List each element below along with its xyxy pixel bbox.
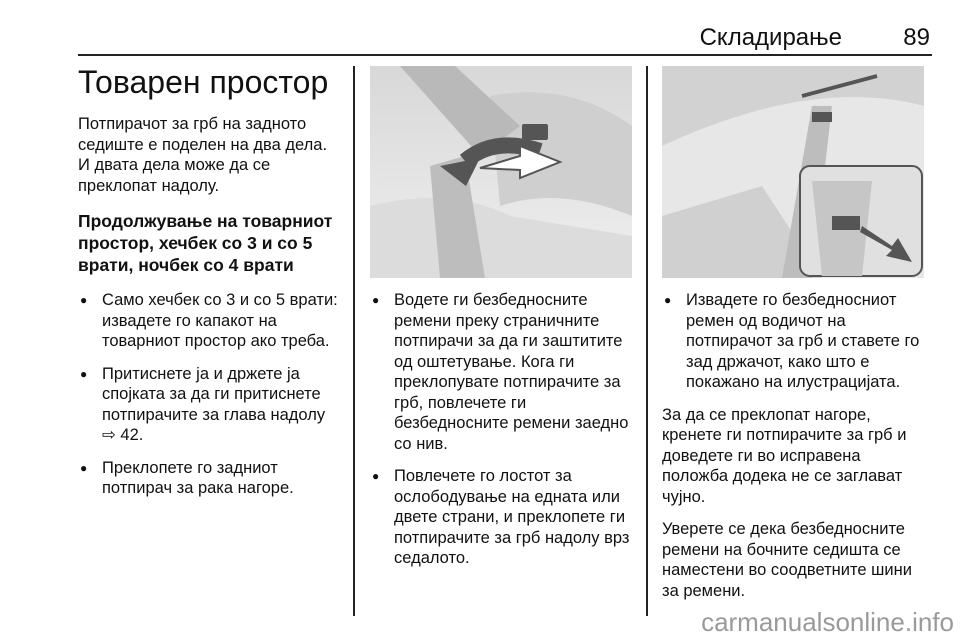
seatbelt-illustration-svg [370, 66, 632, 278]
watermark: carmanualsonline.info [701, 607, 954, 637]
running-header-title: Складирање [699, 24, 842, 51]
illustration-seatbelt-guide [370, 66, 632, 278]
illustration-seatbelt-holder [662, 66, 924, 278]
column-divider [646, 66, 648, 616]
section-heading: Товарен простор [78, 64, 329, 100]
list-item: ● Повлечете го лостот за ослободување на едната или двете страни, и преклопете ги потпирачите за грб надолу врз седалото. [370, 466, 634, 569]
paragraph: Уверете се дека безбедносните ремени на бочните седишта се наместени во соодветните шини за ремени. [662, 520, 912, 600]
intro-paragraph: Потпирачот за грб на задното седиште е поделен на два дела. И двата дела може да се преклопат надолу. [78, 115, 328, 195]
list-item: ● Притиснете ја и држете ја спојката за да ги притиснете потпирачите за глава надолу ⇨ 42. [78, 364, 340, 446]
subsection-heading: Продолжување на товарниот простор, хечбек со 3 и со 5 врати, ночбек со 4 врати [78, 211, 333, 275]
instruction-list [662, 290, 928, 393]
instruction-list [78, 290, 340, 499]
column-2 [370, 290, 634, 581]
holder-illustration-svg [662, 66, 924, 278]
column-3 [662, 290, 928, 613]
column-1 [78, 64, 340, 511]
list-item: ● Извадете го безбедносниот ремен од водичот на потпирачот за грб и ставете го зад држачот, како што е покажано на илустрацијата. [662, 290, 928, 393]
list-item: ● Преклопете го задниот потпирач за рака нагоре. [78, 458, 340, 499]
list-item: ● Водете ги безбедносните ремени преку страничните потпирачи за да ги заштитите од оштетување. Кога ги преклопувате потпирачите за грб, повлечете ги безбедносните ремени заедно со нив. [370, 290, 634, 454]
instruction-list [370, 290, 634, 569]
column-divider [353, 66, 355, 616]
page-number: 89 [903, 24, 930, 51]
paragraph: За да се преклопат нагоре, кренете ги потпирачите за грб и доведете ги во исправена положба додека не се заглават чујно. [662, 405, 907, 506]
header-rule [78, 54, 932, 56]
list-item: ● Само хечбек со 3 и со 5 врати: извадете го капакот на товарниот простор ако треба. [78, 290, 340, 352]
